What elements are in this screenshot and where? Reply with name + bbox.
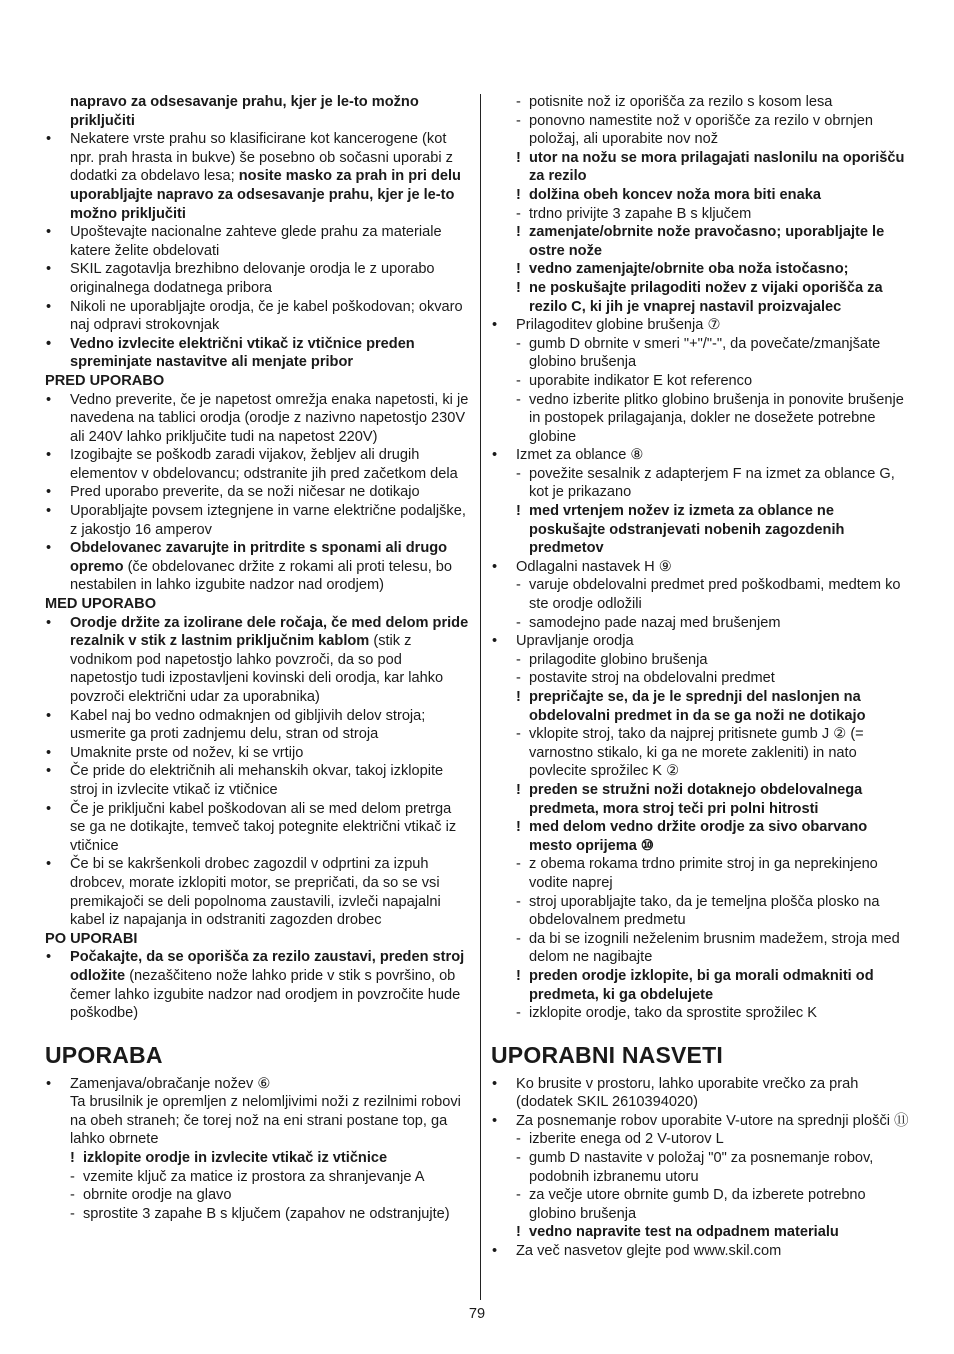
dash-item: - varuje obdelovalni predmet pred poškodbami, medtem ko ste orodje odložili (491, 576, 911, 613)
section-heading-po-uporabi: PO UPORABI (45, 930, 138, 947)
warning-item: ! utor na nožu se mora prilagajati naslonilu na oporišču za rezilo (491, 149, 911, 186)
column-divider (480, 94, 481, 1300)
list-item: • Prilagoditev globine brušenja ⑦ (491, 316, 911, 335)
dash-item: - samodejno pade nazaj med brušenjem (491, 614, 911, 633)
paragraph: Ta brusilnik je opremljen z nelomljivimi noži z rezilnimi robovi na obeh straneh; če torej nož na eni strani postane top, ga lahko obrnete (70, 1094, 461, 1148)
warning-item: ! vedno napravite test na odpadnem materialu (491, 1223, 911, 1242)
warning-item: ! dolžina obeh koncev noža mora biti enaka (491, 186, 911, 205)
list-item: • Če pride do električnih ali mehanskih okvar, takoj izklopite stroj in izvlecite vtikač iz vtičnice (45, 762, 470, 799)
dash-item: - potisnite nož iz oporišča za rezilo s kosom lesa (491, 93, 911, 112)
dash-item: - da bi se izognili neželenim brusnim madežem, stroja med delom ne nagibajte (491, 930, 911, 967)
list-item: • Orodje držite za izolirane dele ročaja, če med delom pride rezalnik v stik z lastnim priključnim kablom (stik z vodnikom pod napetostjo lahko povzroči, da so pod napetostjo tudi izpostavljeni kovinski deli orodja, kar lahko povzroči električni udar za uporabnika) (45, 614, 470, 707)
list-item: • Izogibajte se poškodb zaradi vijakov, žebljev ali drugih elementov v obdelovancu; odstranite jih pred začetkom dela (45, 446, 470, 483)
list-item: • Vedno preverite, če je napetost omrežja enaka napetosti, ki je navedena na tablici orodja (orodje z nazivno napetostjo 230V ali 240V lahko priključite tudi na napetost 220V) (45, 391, 470, 447)
list-item: • Vedno izvlecite električni vtikač iz vtičnice preden spreminjate nastavitve ali menjate pribor (45, 335, 470, 372)
list-item: • Za posnemanje robov uporabite V-utore na sprednji plošči ⑪ (491, 1112, 911, 1131)
list-item: • Počakajte, da se oporišča za rezilo zaustavi, preden stroj odložite (nezaščiteno nože lahko pride v stik s površino, ob čemer lahko izgubite nadzor nad orodjem in povzročite hude poškodbe) (45, 948, 470, 1022)
dash-item: - gumb D nastavite v položaj "0" za posnemanje robov, podobnih izbranemu utoru (491, 1149, 911, 1186)
list-item: • Zamenjava/obračanje nožev ⑥ (45, 1075, 470, 1094)
list-item: • Obdelovanec zavarujte in pritrdite s sponami ali drugo opremo (če obdelovanec držite z rokami ali proti telesu, bo nestabilen in lahko izgubite nadzor nad orodjem) (45, 539, 470, 595)
warning-item: ! preden se stružni noži dotaknejo obdelovalnega predmeta, mora stroj teči pri polni hitrosti (491, 781, 911, 818)
list-item: • SKIL zagotavlja brezhibno delovanje orodja le z uporabo originalnega dodatnega pribora (45, 260, 470, 297)
section-heading-pred-uporabo: PRED UPORABO (45, 372, 165, 389)
dash-item: - izberite enega od 2 V-utorov L (491, 1130, 911, 1149)
list-item: • Odlagalni nastavek H ⑨ (491, 558, 911, 577)
dash-item: - postavite stroj na obdelovalni predmet (491, 669, 911, 688)
list-item: • Kabel naj bo vedno odmaknjen od gibljivih delov stroja; usmerite ga proti zadnjemu delu, stran od stroja (45, 707, 470, 744)
dash-item: - prilagodite globino brušenja (491, 651, 911, 670)
dash-item: - vklopite stroj, tako da najprej pritisnete gumb J ② (= varnostno stikalo, ki ga ne morete zakleniti) in nato povlecite sprožilec K ② (491, 725, 911, 781)
list-item: • Pred uporabo preverite, da se noži ničesar ne dotikajo (45, 483, 470, 502)
list-item: • Uporabljajte povsem iztegnjene in varne električne podaljške, z jakostjo 16 amperov (45, 502, 470, 539)
dash-item: - vedno izberite plitko globino brušenja in ponovite brušenje in postopek prilagajanja, dokler ne dosežete potrebne globine (491, 391, 911, 447)
warning-item: ! izklopite orodje in izvlecite vtikač iz vtičnice (45, 1149, 470, 1168)
warning-item: ! vedno zamenjajte/obrnite oba noža istočasno; (491, 260, 911, 279)
list-item: • Umaknite prste od nožev, ki se vrtijo (45, 744, 470, 763)
list-item: • Upoštevajte nacionalne zahteve glede prahu za materiale katere želite obdelovati (45, 223, 470, 260)
list-item: • Nekatere vrste prahu so klasificirane kot kancerogene (kot npr. prah hrasta in bukve) še posebno ob sočasni uporabi z dodatki za obdelavo lesa; nosite masko za prah in pri delu uporabljajte napravo za odsesavanje prahu, kjer je le-to možno priključiti (45, 130, 470, 223)
right-column (491, 93, 911, 1261)
intro-continuation: napravo za odsesavanje prahu, kjer je le-to možno priključiti (70, 94, 419, 129)
list-item: • Izmet za oblance ⑧ (491, 446, 911, 465)
title-uporabni-nasveti: UPORABNI NASVETI (491, 1041, 723, 1068)
dash-item: - gumb D obrnite v smeri "+"/"-", da povečate/zmanjšate globino brušenja (491, 335, 911, 372)
list-item: • Če bi se kakršenkoli drobec zagozdil v odprtini za izpuh drobcev, morate izklopiti motor, se prepričati, da so se vsi premikajoči se deli popolnoma zaustavili, izvleči napajalni kabel iz napajanja in odstraniti zagozden drobec (45, 855, 470, 929)
dash-item: - sprostite 3 zapahe B s ključem (zapahov ne odstranjujte) (45, 1205, 470, 1224)
list-item: • Ko brusite v prostoru, lahko uporabite vrečko za prah (dodatek SKIL 2610394020) (491, 1075, 911, 1112)
title-uporaba: UPORABA (45, 1041, 163, 1068)
dash-item: - vzemite ključ za matice iz prostora za shranjevanje A (45, 1168, 470, 1187)
list-item: • Za več nasvetov glejte pod www.skil.com (491, 1242, 911, 1261)
page-number: 79 (468, 1306, 486, 1322)
warning-item: ! med vrtenjem nožev iz izmeta za oblance ne poskušajte odstranjevati nobenih zagozdenih predmetov (491, 502, 911, 558)
warning-item: ! prepričajte se, da je le sprednji del naslonjen na obdelovalni predmet in da se ga noži ne dotikajo (491, 688, 911, 725)
dash-item: - izklopite orodje, tako da sprostite sprožilec K (491, 1004, 911, 1023)
left-column (45, 93, 470, 1223)
section-heading-med-uporabo: MED UPORABO (45, 596, 157, 613)
warning-item: ! ne poskušajte prilagoditi nožev z vijaki oporišča za rezilo C, ki jih je vnaprej nastavil proizvajalec (491, 279, 911, 316)
dash-item: - za večje utore obrnite gumb D, da izberete potrebno globino brušenja (491, 1186, 911, 1223)
warning-item: ! med delom vedno držite orodje za sivo obarvano mesto oprijema ⑩ (491, 818, 911, 855)
list-item: • Upravljanje orodja (491, 632, 911, 651)
dash-item: - trdno privijte 3 zapahe B s ključem (491, 205, 911, 224)
dash-item: - uporabite indikator E kot referenco (491, 372, 911, 391)
list-item: • Nikoli ne uporabljajte orodja, če je kabel poškodovan; okvaro naj odpravi strokovnjak (45, 298, 470, 335)
warning-item: ! zamenjate/obrnite nože pravočasno; uporabljajte le ostre nože (491, 223, 911, 260)
dash-item: - obrnite orodje na glavo (45, 1186, 470, 1205)
dash-item: - ponovno namestite nož v oporišče za rezilo v obrnjen položaj, ali uporabite nov nož (491, 112, 911, 149)
warning-item: ! preden orodje izklopite, bi ga morali odmakniti od predmeta, ki ga obdelujete (491, 967, 911, 1004)
dash-item: - povežite sesalnik z adapterjem F na izmet za oblance G, kot je prikazano (491, 465, 911, 502)
list-item: • Če je priključni kabel poškodovan ali se med delom pretrga se ga ne dotikajte, temveč takoj potegnite električni vtikač iz vtičnice (45, 800, 470, 856)
dash-item: - z obema rokama trdno primite stroj in ga neprekinjeno vodite naprej (491, 855, 911, 892)
dash-item: - stroj uporabljajte tako, da je temeljna plošča plosko na obdelovalnem predmetu (491, 893, 911, 930)
